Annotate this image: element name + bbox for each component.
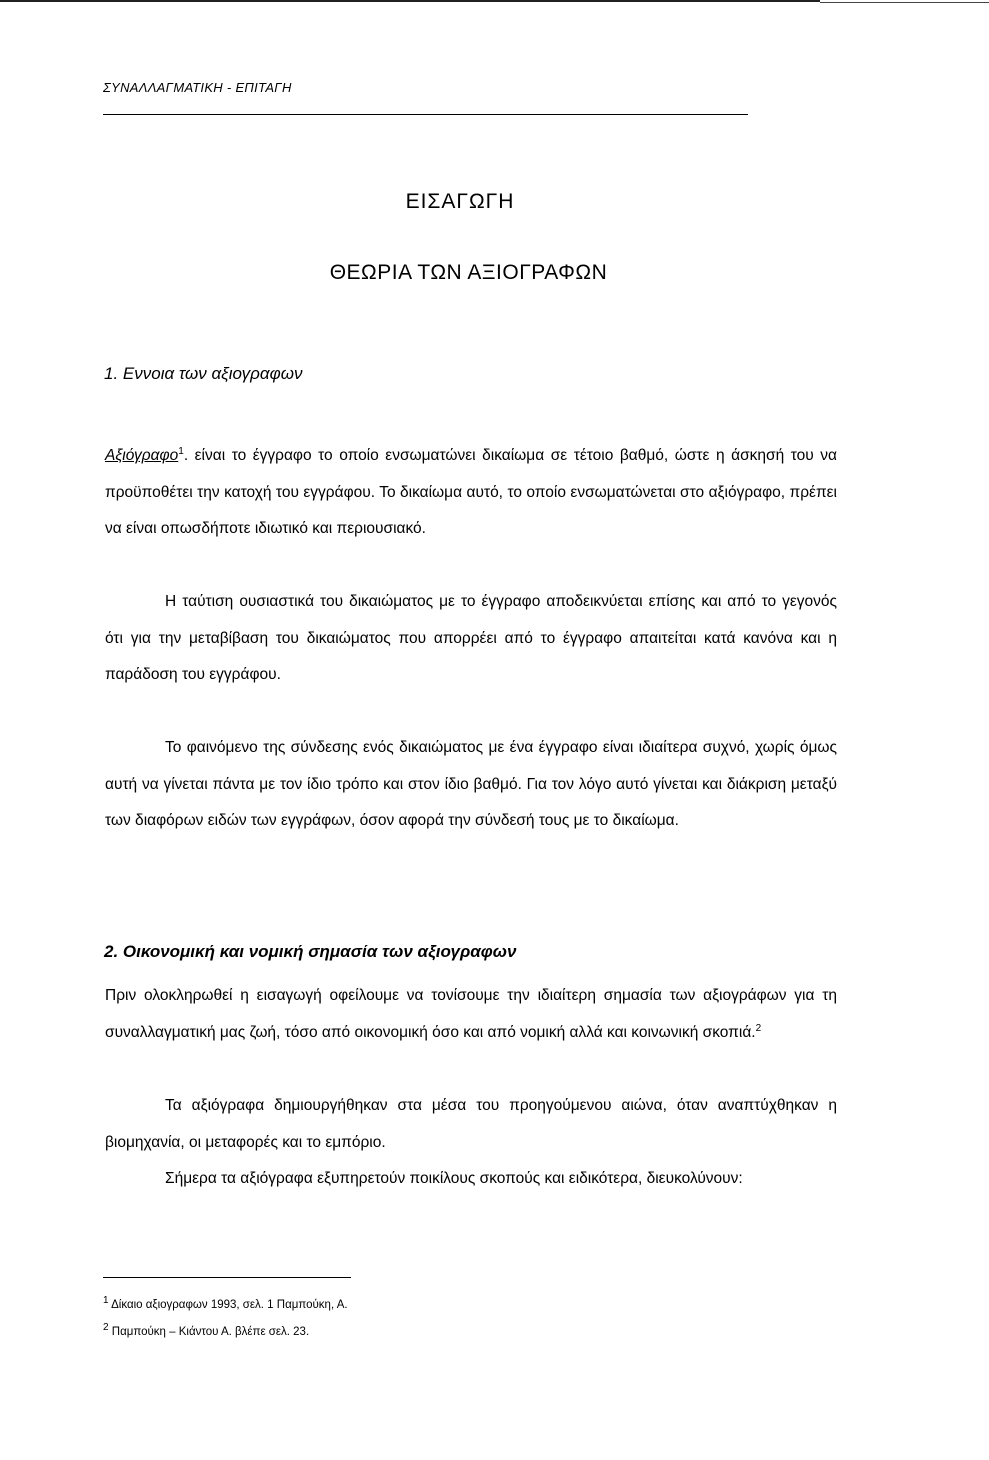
section-1-paragraph-3: Το φαινόμενο της σύνδεσης ενός δικαιώματος με ένα έγγραφο είναι ιδιαίτερα συχνό, χωρίς όμως αυτή να γίνεται πάντα με τον ίδιο τρόπο και στον ίδιο βαθμό. Για τον λόγο αυτό γίνεται και διάκριση μεταξύ των διαφόρων ειδών των εγγράφων, όσον αφορά την σύνδεσή τους με το δικαίωμα. [105, 739, 837, 829]
chapter-title: ΕΙΣΑΓΩΓΗ [405, 190, 515, 213]
footnote-mark: 2 [103, 1322, 109, 1334]
footnote-ref-2: 2 [755, 1022, 762, 1034]
footnote-2 [103, 1322, 310, 1338]
section-1-heading: 1. Εννοια των αξιογραφων [104, 364, 303, 383]
paragraph-text: Πριν ολοκληρωθεί η εισαγωγή οφείλουμε να τονίσουμε την ιδιαίτερη σημασία των αξιογράφων για τη συναλλαγματική μας ζωή, τόσο από οικονομική όσο και από νομική αλλά και κοινωνική σκοπιά. [105, 987, 837, 1041]
footnote-mark: 1 [103, 1295, 109, 1307]
section-1-paragraph-2: Η ταύτιση ουσιαστικά του δικαιώματος με το έγγραφο αποδεικνύεται επίσης και από το γεγονός ότι για την μεταβίβαση του δικαιώματος που απορρέει από το έγγραφο απαιτείται κατά κανόνα και η παράδοση του εγγράφου. [105, 593, 837, 683]
running-head-rule [103, 114, 748, 115]
footnote-ref-1: 1 [178, 445, 184, 457]
top-border-line-right [820, 2, 989, 3]
section-2-heading: 2. Οικονομική και νομική σημασία των αξιογραφων [104, 942, 517, 961]
footnote-separator [103, 1277, 351, 1278]
footnote-1 [103, 1295, 348, 1311]
footnote-text: Παμπούκη – Κιάντου Α. βλέπε σελ. 23. [111, 1326, 310, 1338]
section-2-paragraph-1 [105, 978, 837, 1051]
defined-term: Αξιόγραφο [105, 447, 179, 464]
running-head: ΣΥΝΑΛΛΑΓΜΑΤΙΚΗ - ΕΠΙΤΑΓΗ [103, 80, 292, 95]
top-border-line [0, 0, 820, 2]
section-2-paragraph-2: Τα αξιόγραφα δημιουργήθηκαν στα μέσα του προηγούμενου αιώνα, όταν αναπτύχθηκαν η βιομηχανία, οι μεταφορές και το εμπόριο. [105, 1097, 837, 1151]
section-1-paragraph-1 [105, 438, 837, 548]
paragraph-text: . είναι το έγγραφο το οποίο ενσωματώνει δικαίωμα σε τέτοιο βαθμό, ώστε η άσκησή του να προϋποθέτει την κατοχή του εγγράφου. Το δικαίωμα αυτό, το οποίο ενσωματώνεται στο αξιόγραφο, πρέπει να είναι οπωσδήποτε ιδιωτικό και περιουσιακό. [105, 447, 837, 537]
section-2-paragraph-3: Σήμερα τα αξιόγραφα εξυπηρετούν ποικίλους σκοπούς και ειδικότερα, διευκολύνουν: [165, 1170, 743, 1187]
chapter-subtitle: ΘΕΩΡΙΑ ΤΩΝ ΑΞΙΟΓΡΑΦΩΝ [329, 261, 608, 284]
footnote-text: Δίκαιο αξιογραφων 1993, σελ. 1 Παμπούκη, Α. [111, 1299, 348, 1311]
